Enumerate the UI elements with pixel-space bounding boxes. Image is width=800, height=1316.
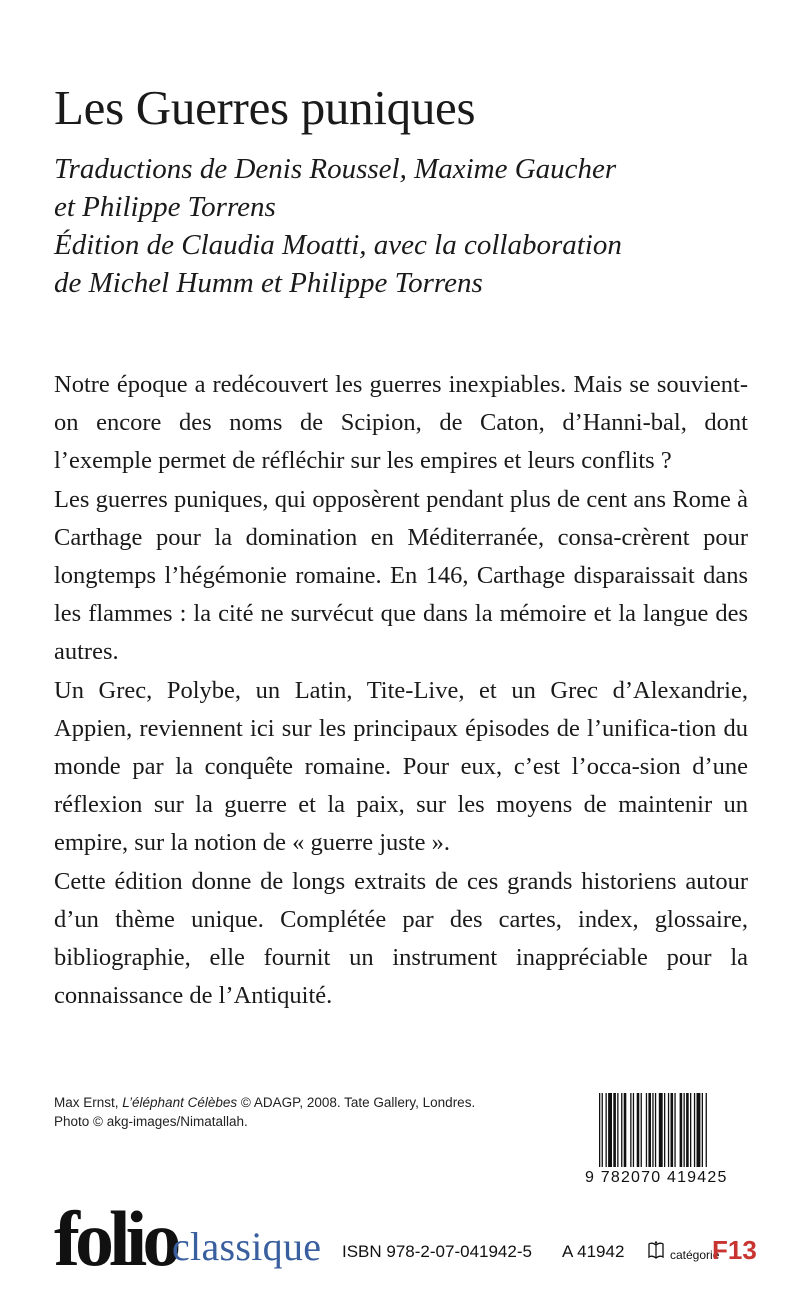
blurb [54, 366, 748, 1015]
barcode-bar [633, 1093, 634, 1167]
barcode-bar [674, 1093, 675, 1167]
barcode-bar [664, 1093, 665, 1167]
blurb-paragraph: Cette édition donne de longs extraits de ces grands historiens autour d’un thème unique. Complétée par des cartes, index, glossaire, bibliographie, elle fournit un instrument inappréciable pour la connaissance de l’Antiquité. [54, 867, 748, 1010]
credit-work: L’éléphant Célèbes [122, 1095, 238, 1110]
barcode-bar [686, 1093, 689, 1167]
barcode-bar [706, 1093, 707, 1167]
barcode-bar [655, 1093, 656, 1167]
barcode-bar [671, 1093, 674, 1167]
credit-photo: Photo © akg-images/Nimatallah. [54, 1114, 248, 1129]
credit-rights: © ADAGP, 2008. Tate Gallery, Londres. [237, 1095, 476, 1110]
barcode-bar [668, 1093, 669, 1167]
barcode-bar [690, 1093, 691, 1167]
barcode-bar [684, 1093, 685, 1167]
credits-line: Traductions de Denis Roussel, Maxime Gaucher [54, 153, 617, 185]
blurb-paragraph: Les guerres puniques, qui opposèrent pendant plus de cent ans Rome à Carthage pour la domination en Méditerranée, consa-crèrent pour longtemps l’hégémonie romaine. En 146, Carthage disparaissait dans les flammes : la cité ne survécut que dans la mémoire et la langue des autres. [54, 485, 748, 666]
barcode-digits: 9 782070 419425 [585, 1169, 728, 1186]
barcode-bar [602, 1093, 603, 1167]
barcode-bar [694, 1093, 695, 1167]
credit-line [54, 1093, 574, 1112]
book-icon [647, 1241, 665, 1266]
barcode-bar [697, 1093, 701, 1167]
barcode-bar [617, 1093, 618, 1167]
credits-line: de Michel Humm et Philippe Torrens [54, 267, 483, 299]
category-code: F13 [712, 1235, 757, 1265]
book-title: Les Guerres puniques [54, 80, 476, 135]
barcode-bar [648, 1093, 651, 1167]
barcode-bar [680, 1093, 683, 1167]
barcode-bar [599, 1093, 600, 1167]
credits-line: Édition de Claudia Moatti, avec la collaboration [54, 229, 622, 261]
cover-image-credit [54, 1093, 574, 1131]
collection-name: classique [172, 1224, 322, 1269]
barcode-bar [606, 1093, 607, 1167]
barcode-bar [641, 1093, 642, 1167]
barcode-bar [630, 1093, 631, 1167]
barcode-bar [702, 1093, 703, 1167]
credits-line: et Philippe Torrens [54, 191, 276, 223]
barcode-bars [585, 1093, 750, 1167]
folio-logo: folio [54, 1195, 177, 1282]
blurb-paragraph: Notre époque a redécouvert les guerres inexpiables. Mais se souvient-on encore des noms de Scipion, de Caton, d’Hanni-bal, dont l’exemple permet de réfléchir sur les empires et leurs conflits ? [54, 371, 748, 475]
barcode-bar [624, 1093, 627, 1167]
blurb-paragraph: Un Grec, Polybe, un Latin, Tite-Live, et un Grec d’Alexandrie, Appien, reviennent ici sur les principaux épisodes de l’unifica-tion du monde par la conquête romaine. Pour eux, c’est l’occa-sion d’une réflexion sur la guerre et la paix, sur les moyens de maintenir un empire, sur la notion de « guerre juste ». [54, 676, 748, 857]
barcode-bar [613, 1093, 616, 1167]
credit-artist: Max Ernst, [54, 1095, 123, 1110]
catalog-code: A 41942 [562, 1242, 625, 1261]
category-label: catégorie [670, 1248, 720, 1262]
barcode-bar [637, 1093, 640, 1167]
barcode-bar [621, 1093, 622, 1167]
barcode-bar [646, 1093, 647, 1167]
barcode-bar [608, 1093, 612, 1167]
barcode [585, 1093, 750, 1193]
credits [54, 150, 754, 302]
barcode-bar [659, 1093, 663, 1167]
barcode-bar [652, 1093, 653, 1167]
isbn: ISBN 978-2-07-041942-5 [342, 1242, 532, 1261]
